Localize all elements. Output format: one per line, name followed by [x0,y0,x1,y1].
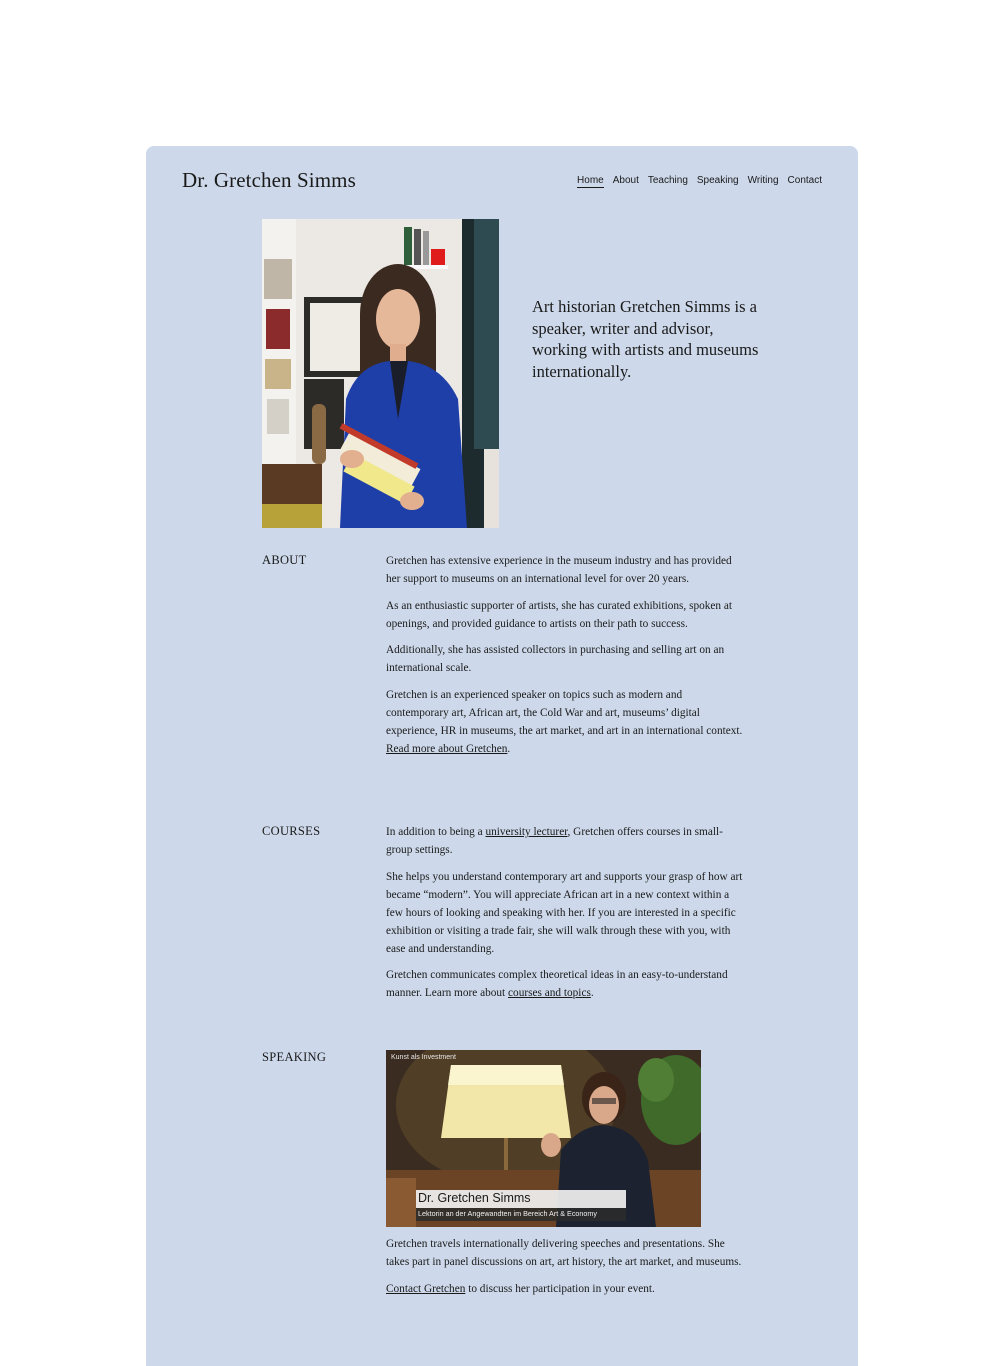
courses-section [386,823,746,1011]
page-card [146,146,858,1366]
courses-paragraph: She helps you understand contemporary art and supports your grasp of how art became “modern”. You will appreciate African art in a new context within a few hours of looking and speaking with her. If you are interested in a specific exhibition or visiting a trade fair, she will walk through these with you, with ease and understanding. [386,870,743,955]
university-lecturer-link[interactable]: university lecturer [485,826,568,838]
speaking-text: to discuss her participation in your event. [465,1282,655,1295]
about-heading: ABOUT [262,553,307,567]
nav-contact[interactable]: Contact [787,175,822,186]
courses-text: In addition to being a [386,826,486,838]
contact-gretchen-link[interactable]: Contact Gretchen [386,1282,466,1295]
speaking-heading: SPEAKING [262,1050,327,1064]
about-paragraph [386,686,746,758]
courses-text-end: . [590,987,594,999]
about-paragraph: Gretchen has extensive experience in the museum industry and has provided her support to museums on an international level for over 20 years. [386,555,732,585]
about-text-end: . [507,742,511,755]
portrait-photo [262,219,499,528]
hero-tagline: Art historian Gretchen Simms is a speaker, writer and advisor, working with artists and museums internationally. [532,297,759,381]
courses-topics-link[interactable]: courses and topics [508,987,591,999]
video-corner-title: Kunst als Investment [391,1054,456,1061]
nav-about[interactable]: About [612,175,639,186]
video-lower-third-subtitle: Lektorin an der Angewandten im Bereich Art & Economy [418,1209,597,1218]
speaking-video[interactable] [386,1050,701,1227]
about-section [386,552,746,766]
nav-speaking[interactable]: Speaking [696,175,739,186]
courses-heading: COURSES [262,824,321,838]
video-lower-third-name: Dr. Gretchen Simms [418,1191,531,1205]
about-paragraph: Additionally, she has assisted collectors in purchasing and selling art on an international scale. [386,644,725,674]
speaking-paragraph: Gretchen travels internationally delivering speeches and presentations. She takes part in panel discussions on art, art history, the art market, and museums. [386,1238,742,1268]
speaking-section [386,1235,746,1306]
nav-teaching[interactable]: Teaching [647,175,688,186]
site-title[interactable]: Dr. Gretchen Simms [182,168,356,192]
about-paragraph: As an enthusiastic supporter of artists, she has curated exhibitions, spoken at openings, and provided guidance to artists on their path to success. [386,599,733,630]
main-nav [577,175,822,188]
courses-text: , Gretchen offers courses in small-group settings. [386,826,723,856]
speaking-paragraph [386,1280,746,1298]
courses-paragraph [386,823,746,859]
read-more-about-link[interactable]: Read more about Gretchen [386,742,508,755]
nav-writing[interactable]: Writing [747,175,779,186]
about-text: Gretchen is an experienced speaker on topics such as modern and contemporary art, African art, the Cold War and art, museums’ digital experience, HR in museums, the art market, and art in an international context. [386,688,743,737]
courses-text: Gretchen communicates complex theoretical ideas in an easy-to-understand manner. Learn more about [386,969,728,999]
courses-paragraph [386,966,746,1002]
nav-home[interactable]: Home [577,175,604,186]
